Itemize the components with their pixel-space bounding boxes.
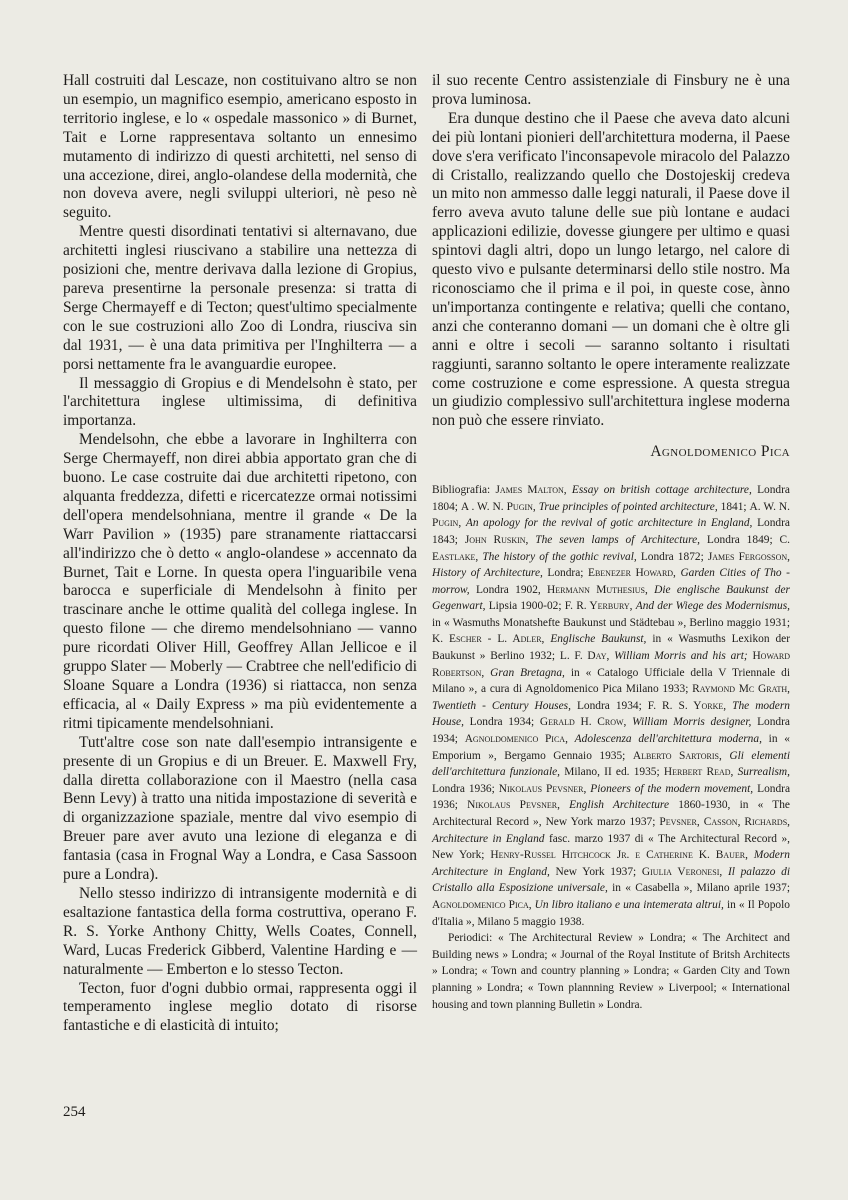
bib-title: Pioneers of the modern movement, [590,782,754,795]
bib-title: Adolescenza dell'architettura moderna, [574,733,762,746]
bib-details: Londra 1934; [576,699,642,712]
page-number: 254 [63,1104,86,1120]
bib-author: James Fergosson, [707,550,790,563]
bib-details: in « Wasmuths Lexikon der Baukunst » Berlino 1932; [432,633,791,663]
bib-author: Pevsner, Casson, Richards, [659,816,790,828]
bib-title: Twentieth - Century Houses, [432,699,571,712]
periodicals-list: Periodici: « The Architectural Review » Londra; « The Architect and Building news » Londra; « Journal of the Royal Institute of Britsh Architects » Londra; « Town and country planning » Londra; « Garden City and Town planning » Londra; « Town plannning Review » Liverpool; « International housing and town planning Bulletin » Londra. [432,932,790,1011]
bib-author: Nikolaus Pevsner, [498,782,587,795]
bib-title: Garden Cities of Tho - morrow, [432,567,790,596]
paragraph: Mentre questi disordinati tentativi si alternavano, due architetti inglesi riuscivano a stabilire una nettezza di posizioni che, mentre derivava dalla lezione di Gropius, pareva presentirne la personale presenza: si tratta di Serge Chermayeff e di Tecton; quest'ultimo specialmente con le sue costruzioni allo Zoo di Londra, riusciva sin dal 1931, — è una data primitiva per l'Inghilterra — a porsi nettamente fra le avanguardie europee. [63,223,417,373]
paragraph: Nello stesso indirizzo di intransigente modernità e di esaltazione fantastica della forma costruttiva, operano F. R. S. Yorke Anthony Chitty, Wells Coates, Connell, Ward, Lucas Frederick Gibberd, Valentine Harding e — naturalmente — Emberton e lo stesso Tecton. [63,884,417,978]
bib-author: Alberto Sartoris, [632,749,722,762]
bib-author: A . W. N. Pugin, [460,500,536,513]
bib-author: Nikolaus Pevsner, [467,799,560,812]
bib-title: The seven lamps of Architecture, [535,533,701,546]
bib-details: Londra 1902, [475,583,541,596]
bib-details: Lipsia 1900-02; [488,600,562,613]
paragraph: Hall costruiti dal Lescaze, non costituivano altro se non un esempio, un magnifico esempio, americano esposto in territorio inglese, e lo « ospedale massonico » di Burnet, Tait e Lorne rappresentava soltanto un ennesimo mutamento di indirizzo di questi architetti, nel senso di una accezione, direi, anglo-olandese della modernità, che non doveva avere, negli sviluppi ulteriori, nè peso nè seguito. [63,72,417,222]
bib-details: Londra 1934; [469,716,535,729]
bib-details: in « Emporium », Bergamo Gennaio 1935; [432,733,790,762]
right-column-text [432,72,790,431]
paragraph: Tutt'altre cose son nate dall'esempio intransigente e presente di un Gropius e di un Breuer. E. Maxwell Fry, dalla diretta collaborazione con il Maestro (nella casa Benn Levy) à tratto una nitida impostazione di severità e di organizzazione spaziale, mentre dal vivo esempio di Breuer pare aver avuto una lezione di eleganza e di fantasia (casa in Frognal Way a Londra, e Casa Sassoon pure a Londra). [63,733,417,884]
bib-details: in « Il Popolo d'Italia », Milano 5 maggio 1938. [432,898,790,928]
bib-title: Modern Architecture in England, [432,849,790,878]
bib-details: Londra; [547,567,584,580]
bib-author: Agnoldomenico Pica, [432,898,532,911]
bib-details: in « Wasmuths Monatshefte Baukunst und Städtebau », Berlino maggio 1931; [432,616,790,629]
bib-title: And der Wiege des Modernismus, [635,600,790,613]
bib-author: John Ruskin, [464,533,529,546]
bib-details: 1860-1930, in « The Architectural Record », New York marzo 1937; [432,799,790,828]
bib-title: Surrealism, [737,766,790,779]
bib-title: Englische Baukunst, [550,633,647,646]
bib-details: fasc. marzo 1937 di « The Architectural Record », New York; [432,832,790,862]
bib-author: K. Escher - L. Adler, [432,633,545,646]
bib-author: Herbert Read, [663,766,734,779]
bib-title: Gran Bretagna, [490,666,565,679]
bib-details: Londra 1804; [432,484,790,513]
paragraph: Tecton, fuor d'ogni dubbio ormai, rappresenta oggi il temperamento inglese meglio dotato di risorse fantastiche e di elasticità di intuito; [63,979,417,1035]
bib-title: True principles of pointed architecture, [538,500,718,513]
paragraph: il suo recente Centro assistenziale di Finsbury ne è una prova luminosa. [432,72,790,108]
paragraph: Mendelsohn, che ebbe a lavorare in Inghilterra con Serge Chermayeff, non direi abbia apportato gran che di buono. Le case costruite dai due architetti ripetono, con alquanta freddezza, difetti e ricercatezze ormai notissimi dell'opera mendelsohniana, mentre il grande « De la Warr Pavilion » (1935) pare stranamente riattaccarsi all'indirizzo che ò detto « anglo-olandese » accennato da Burnet, Tait e Lorne. In questa opera l'inguaribile vena barocca e superficiale di Mendelsohn à finito per trascinare anche le ottime qualità del collega inglese. In questo filone — che diremo mendelsohniano — vanno pure ricordati Oliver Hill, Geoffrey Allan Jellicoe e il gruppo Slater — Moberly — Crabtree che nell'edificio di Sloane Square a Londra (1936) si riattacca, non senza efficacia, al « Daily Express » ma più evidentemente a ritmi tipicamente mendelsohniani. [63,431,417,732]
bib-details: Londra 1936; [432,782,791,812]
bib-title: Architecture in England [432,832,545,845]
bib-title: History of Architecture, [432,567,543,580]
bib-details: Londra 1872; [640,550,704,563]
bib-author: A. W. N. Pugin, [432,500,790,530]
bib-details: in « Casabella », Milano aprile 1937; [612,882,790,895]
bib-title: Die englische Baukunst der Gegenwart, [432,583,790,613]
bib-author: C. Eastlake, [432,533,790,563]
bib-author: Hermann Muthesius, [547,583,648,596]
author-signature: Agnoldomenico Pica [650,443,790,461]
bib-title: Un libro italiano e una intemerata altrui, [534,898,724,911]
bib-author: L. F. Day, [559,650,610,663]
bib-title: Essay on british cottage architecture, [571,484,752,497]
bib-title: An apology for the revival of gotic architecture in England, [465,517,753,530]
bibliography [432,482,790,1013]
bib-details: 1841; [720,500,747,513]
bib-author: Ebenezer Howard, [588,567,676,580]
bib-details: Milano, II ed. 1935; [564,766,660,779]
bib-title: Gli elementi dell'architettura funzionale, [432,749,790,779]
right-column [432,72,790,1013]
bib-details: Londra 1934; [432,716,790,746]
bib-author: Giulia Veronesi, [641,865,723,878]
bib-author: James Malton, [495,484,567,497]
bibliography-list [432,482,790,930]
bib-author: F. R. Yerbury, [564,600,633,613]
bib-author: Agnoldomenico Pica, [464,733,568,746]
bib-details: Londra 1849; [706,533,773,546]
bib-title: English Architecture [569,799,670,812]
bib-author: Gerald H. Crow, [539,716,627,729]
bib-author: Howard Robertson, [432,650,790,679]
bib-details: Londra 1843; [432,517,790,546]
bibliography-label: Bibliografia: [432,484,491,497]
left-column [63,72,417,1036]
paragraph: Era dunque destino che il Paese che aveva dato alcuni dei più lontani pionieri dell'architettura moderna, il Paese dove s'era verificato l'inconsapevole miracolo del Palazzo di Cristallo, realizzando quello che Dostojeskij credeva un mito non ammesso dalle leggi naturali, il Paese dove il ferro aveva avuto talune delle sue più lontane e audaci applicazioni edilizie, dovesse giungere per ultimo e quasi spintovi dagli altri, dopo un lungo letargo, nel calore di questo vivo e pulsante determinarsi dello stile nostro. Ma riconosciamo che il prima e il poi, in queste cose, ànno un'importanza contingente e relativa; quelli che contano, anzi che conteranno domani — un domani che è oltre gli anni e oltre i secoli — saranno soltanto i risultati raggiunti, saranno soltanto le opere interamente realizzate come costruzione e come espressione. A questa stregua un giudizio complessivo sull'architettura inglese moderna non può che essere rinviato. [432,109,790,430]
bib-author: Henry-Russel Hitchcock Jr. e Catherine K. Bauer, [490,849,748,862]
bib-details: New York 1937; [555,865,637,878]
bib-title: William Morris and his art; [614,650,748,663]
bib-title: William Morris designer, [632,716,752,729]
bib-title: Il palazzo di Cristallo alla Esposizione universale, [432,865,790,895]
bib-title: The history of the gothic revival, [482,550,637,563]
bib-author: F. R. S. Yorke, [647,699,727,712]
bib-details: in « Catalogo Ufficiale della V Triennale di Milano », a cura di Agnoldomenico Pica Milano 1933; [432,666,790,696]
bib-details: Londra 1936; [432,782,495,795]
bib-author: Raymond Mc Grath, [692,683,790,696]
paragraph: Il messaggio di Gropius e di Mendelsohn è stato, per l'architettura inglese ultimissima, di definitiva importanza. [63,374,417,430]
bib-title: The modern House, [432,699,790,729]
